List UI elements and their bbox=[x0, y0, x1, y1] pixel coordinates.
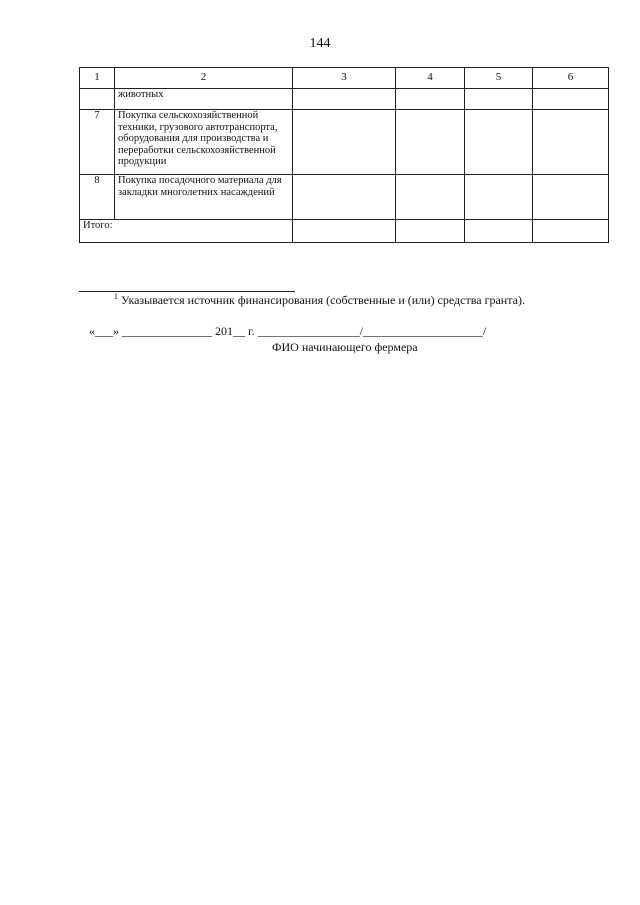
budget-table bbox=[79, 67, 609, 243]
table-cell bbox=[533, 89, 609, 110]
row-name: животных bbox=[115, 89, 293, 110]
footnote-text: Указывается источник финансирования (собственные и (или) средства гранта). bbox=[121, 293, 525, 307]
column-header: 1 bbox=[80, 68, 115, 89]
total-label: Итого: bbox=[80, 220, 293, 243]
column-header: 4 bbox=[396, 68, 465, 89]
table-cell bbox=[533, 110, 609, 175]
table-cell bbox=[293, 89, 396, 110]
row-number: 8 bbox=[80, 175, 115, 220]
table-cell bbox=[465, 220, 533, 243]
table-cell bbox=[465, 110, 533, 175]
table-row bbox=[80, 110, 609, 175]
row-number bbox=[80, 89, 115, 110]
table-cell bbox=[465, 175, 533, 220]
table-cell bbox=[396, 175, 465, 220]
column-header: 2 bbox=[115, 68, 293, 89]
table-cell bbox=[293, 220, 396, 243]
footnote-separator bbox=[79, 291, 295, 292]
table-cell bbox=[396, 110, 465, 175]
row-number: 7 bbox=[80, 110, 115, 175]
table-header-row bbox=[80, 68, 609, 89]
footnote-marker: 1 bbox=[114, 292, 118, 301]
table-cell bbox=[533, 175, 609, 220]
table-total-row bbox=[80, 220, 609, 243]
page-number: 144 bbox=[309, 36, 331, 51]
table-cell bbox=[293, 175, 396, 220]
table-cell bbox=[533, 220, 609, 243]
table-cell bbox=[396, 89, 465, 110]
table-row bbox=[80, 89, 609, 110]
column-header: 5 bbox=[465, 68, 533, 89]
column-header: 3 bbox=[293, 68, 396, 89]
table-cell bbox=[465, 89, 533, 110]
footnote bbox=[114, 293, 525, 308]
column-header: 6 bbox=[533, 68, 609, 89]
signature-line: «___» _______________ 201__ г. _________________/____________________/ bbox=[89, 324, 487, 338]
row-name: Покупка посадочного материала для закладки многолетних насаждений bbox=[115, 175, 293, 220]
row-name: Покупка сельскохозяйственной техники, грузового автотранспорта, оборудования для производства и переработки сельскохозяйственной продукции bbox=[115, 110, 293, 175]
table-row bbox=[80, 175, 609, 220]
table-cell bbox=[293, 110, 396, 175]
signature-caption: ФИО начинающего фермера bbox=[272, 340, 418, 354]
table-cell bbox=[396, 220, 465, 243]
